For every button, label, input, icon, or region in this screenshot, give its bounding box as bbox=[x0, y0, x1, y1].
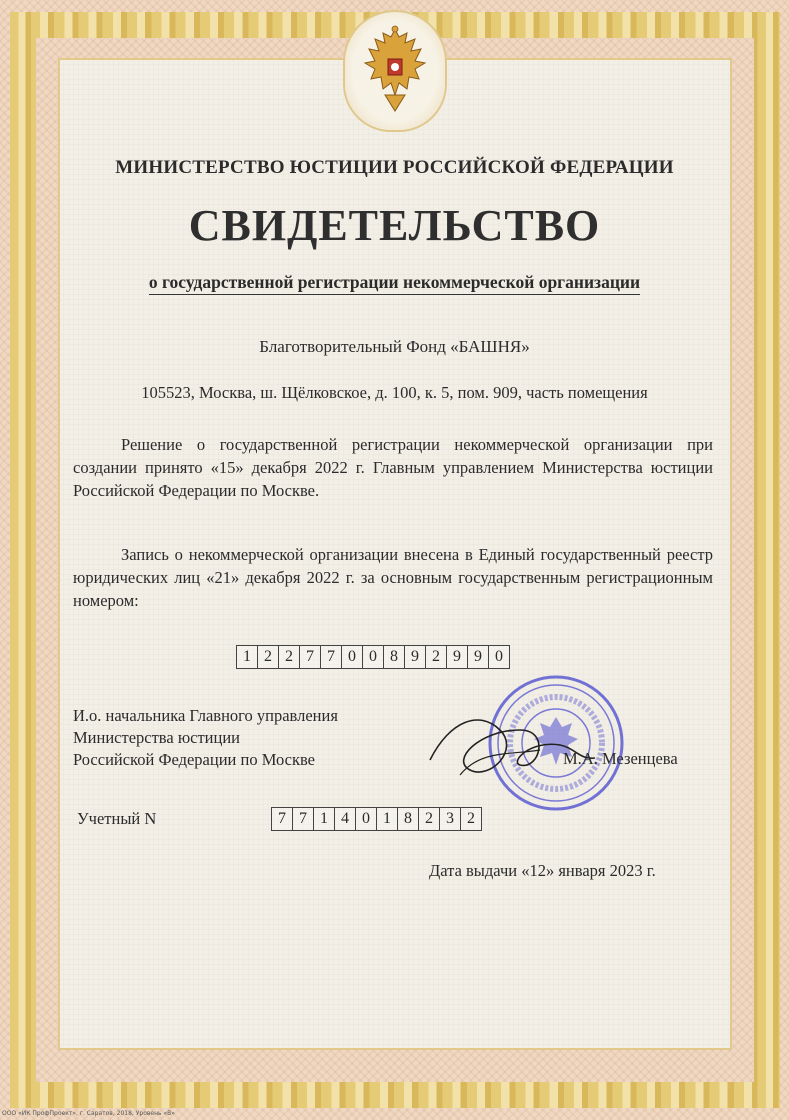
official-line-1: И.о. начальника Главного управления bbox=[73, 706, 338, 725]
ogrn-number-boxes bbox=[237, 645, 510, 669]
ogrn-digit: 2 bbox=[425, 645, 447, 669]
account-digit: 8 bbox=[397, 807, 419, 831]
ogrn-digit: 2 bbox=[278, 645, 300, 669]
emblem-frame bbox=[345, 12, 445, 130]
issue-date: Дата выдачи «12» января 2023 г. bbox=[429, 861, 656, 880]
account-digit: 1 bbox=[376, 807, 398, 831]
ogrn-digit: 2 bbox=[257, 645, 279, 669]
account-number-label: Учетный N bbox=[77, 809, 157, 828]
organization-name: Благотворительный Фонд «БАШНЯ» bbox=[259, 337, 530, 356]
handwritten-signature-icon bbox=[420, 700, 600, 790]
signer-name: М.А. Мезенцева bbox=[563, 749, 678, 768]
account-digit: 7 bbox=[292, 807, 314, 831]
ministry-heading: МИНИСТЕРСТВО ЮСТИЦИИ РОССИЙСКОЙ ФЕДЕРАЦИИ bbox=[115, 157, 674, 178]
ogrn-digit: 7 bbox=[299, 645, 321, 669]
official-line-2: Министерства юстиции bbox=[73, 728, 241, 747]
ogrn-digit: 1 bbox=[236, 645, 258, 669]
ogrn-digit: 9 bbox=[404, 645, 426, 669]
certificate-title: СВИДЕТЕЛЬСТВО bbox=[188, 201, 601, 250]
account-digit: 2 bbox=[418, 807, 440, 831]
decision-paragraph: Решение о государственной регистрации некоммерческой организации при создании принято «15» декабря 2022 г. Главным управлением Министерства юстиции Российской Федерации по Москве. bbox=[73, 435, 713, 500]
account-digit: 0 bbox=[355, 807, 377, 831]
printer-footnote: ООО «ИК ПрофПроект», г. Саратов, 2018, Уровень «В» bbox=[2, 1110, 175, 1117]
organization-address: 105523, Москва, ш. Щёлковское, д. 100, к. 5, пом. 909, часть помещения bbox=[141, 383, 648, 402]
account-digit: 1 bbox=[313, 807, 335, 831]
official-title-block bbox=[73, 705, 338, 771]
ogrn-digit: 0 bbox=[362, 645, 384, 669]
account-digit: 2 bbox=[460, 807, 482, 831]
official-line-3: Российской Федерации по Москве bbox=[73, 750, 315, 769]
ogrn-digit: 0 bbox=[341, 645, 363, 669]
account-digit: 3 bbox=[439, 807, 461, 831]
account-digit: 7 bbox=[271, 807, 293, 831]
ogrn-digit: 0 bbox=[488, 645, 510, 669]
ogrn-digit: 9 bbox=[467, 645, 489, 669]
ogrn-digit: 8 bbox=[383, 645, 405, 669]
account-digit: 4 bbox=[334, 807, 356, 831]
certificate-subtitle-text: о государственной регистрации некоммерческой организации bbox=[149, 272, 640, 295]
ogrn-digit: 9 bbox=[446, 645, 468, 669]
registry-record-paragraph: Запись о некоммерческой организации внесена в Единый государственный реестр юридических лиц «21» декабря 2022 г. за основным государственным регистрационным номером: bbox=[73, 545, 713, 610]
ogrn-digit: 7 bbox=[320, 645, 342, 669]
certificate-subtitle bbox=[0, 272, 789, 293]
russian-coat-of-arms-icon bbox=[355, 23, 435, 119]
account-number-boxes bbox=[272, 807, 482, 831]
